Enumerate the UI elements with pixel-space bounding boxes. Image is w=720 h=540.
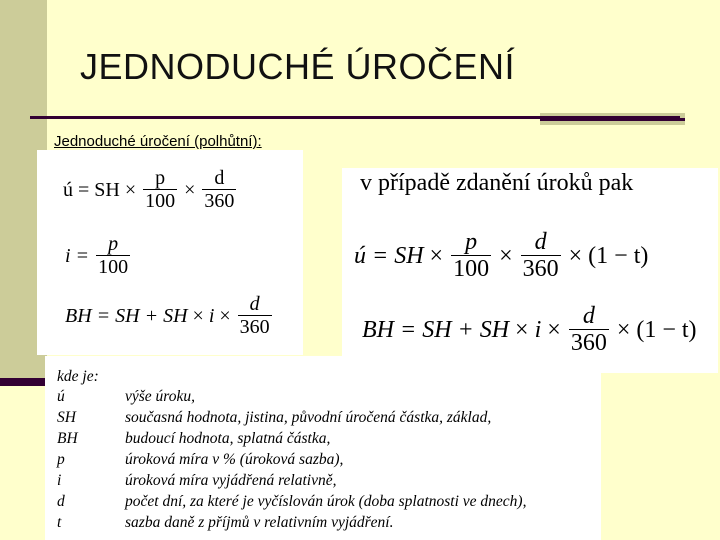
- denominator: 100: [145, 190, 176, 212]
- numerator: p: [451, 230, 491, 256]
- times-sign: ×: [192, 304, 204, 327]
- legend-symbol: p: [57, 451, 65, 468]
- denominator: 360: [522, 256, 559, 283]
- formula-interest: [63, 168, 238, 212]
- legend-description: počet dní, za které je vyčíslován úrok (doba splatnosti ve dnech),: [125, 493, 527, 510]
- bullet-text: Jednoduché úročení (polhůtní):: [54, 133, 262, 150]
- legend-description: současná hodnota, jistina, původní úročená částka, základ,: [125, 409, 492, 426]
- formula-rate: [65, 234, 132, 278]
- legend-symbol: SH: [57, 409, 76, 426]
- legend-description: úroková míra v % (úroková sazba),: [125, 451, 344, 468]
- fraction-p-100: [96, 234, 130, 278]
- legend-box: [45, 356, 601, 540]
- legend-symbol: d: [57, 493, 65, 510]
- legend-description: úroková míra vyjádřená relativně,: [125, 472, 337, 489]
- denominator: 100: [98, 256, 129, 278]
- denominator: 360: [239, 316, 270, 338]
- numerator: p: [96, 234, 130, 256]
- formula-interest-taxed: [354, 230, 648, 283]
- times-sign: ×: [499, 242, 513, 269]
- formula-box-right: [342, 168, 718, 373]
- legend-symbol: i: [57, 472, 62, 489]
- formula-lhs: BH = SH + SH: [362, 316, 510, 343]
- fraction-d-360: [238, 294, 272, 338]
- numerator: d: [238, 294, 272, 316]
- legend-symbol: t: [57, 514, 62, 531]
- times-sign: ×: [219, 304, 231, 327]
- denominator: 100: [453, 256, 490, 283]
- slide-title: JEDNODUCHÉ ÚROČENÍ: [80, 46, 516, 87]
- fraction-p-100: [143, 168, 177, 212]
- legend-symbol: BH: [57, 430, 78, 447]
- formula-future-value: [65, 294, 274, 338]
- formula-lhs: BH = SH + SH: [65, 304, 188, 327]
- left-decor-bar: [0, 378, 47, 386]
- numerator: d: [202, 168, 236, 190]
- times-sign: ×: [184, 178, 196, 201]
- tax-factor: (1 − t): [588, 242, 649, 269]
- bullet-square-icon: [30, 137, 39, 146]
- times-sign: ×: [429, 242, 444, 269]
- times-sign: ×: [124, 178, 137, 201]
- fraction-d-360: [202, 168, 236, 212]
- denominator: 360: [570, 330, 607, 357]
- formula-lhs: i =: [65, 244, 90, 267]
- denominator: 360: [204, 190, 235, 212]
- formula-future-value-taxed: [362, 304, 697, 357]
- legend-description: budoucí hodnota, splatná částka,: [125, 430, 331, 447]
- legend-description: sazba daně z příjmů v relativním vyjádření.: [125, 514, 394, 531]
- tax-factor: (1 − t): [636, 316, 697, 343]
- taxation-heading: v případě zdanění úroků pak: [360, 170, 634, 196]
- numerator: d: [569, 304, 609, 330]
- fraction-d-360: [569, 304, 609, 357]
- times-sign: ×: [616, 316, 631, 343]
- formula-lhs: ú = SH: [354, 242, 424, 269]
- legend-description: výše úroku,: [125, 388, 196, 405]
- numerator: p: [143, 168, 177, 190]
- legend-symbol: ú: [57, 388, 65, 405]
- numerator: d: [521, 230, 561, 256]
- times-sign: ×: [568, 242, 583, 269]
- times-sign: ×: [515, 316, 529, 343]
- fraction-p-100: [451, 230, 491, 283]
- times-sign: ×: [547, 316, 561, 343]
- legend-header: kde je:: [57, 368, 99, 385]
- formula-lhs: ú = SH: [63, 178, 120, 201]
- symbol-i: i: [208, 304, 215, 327]
- fraction-d-360: [521, 230, 561, 283]
- title-rule-accent-line: [540, 118, 685, 121]
- symbol-i: i: [534, 316, 542, 343]
- formula-box-left: [37, 150, 303, 355]
